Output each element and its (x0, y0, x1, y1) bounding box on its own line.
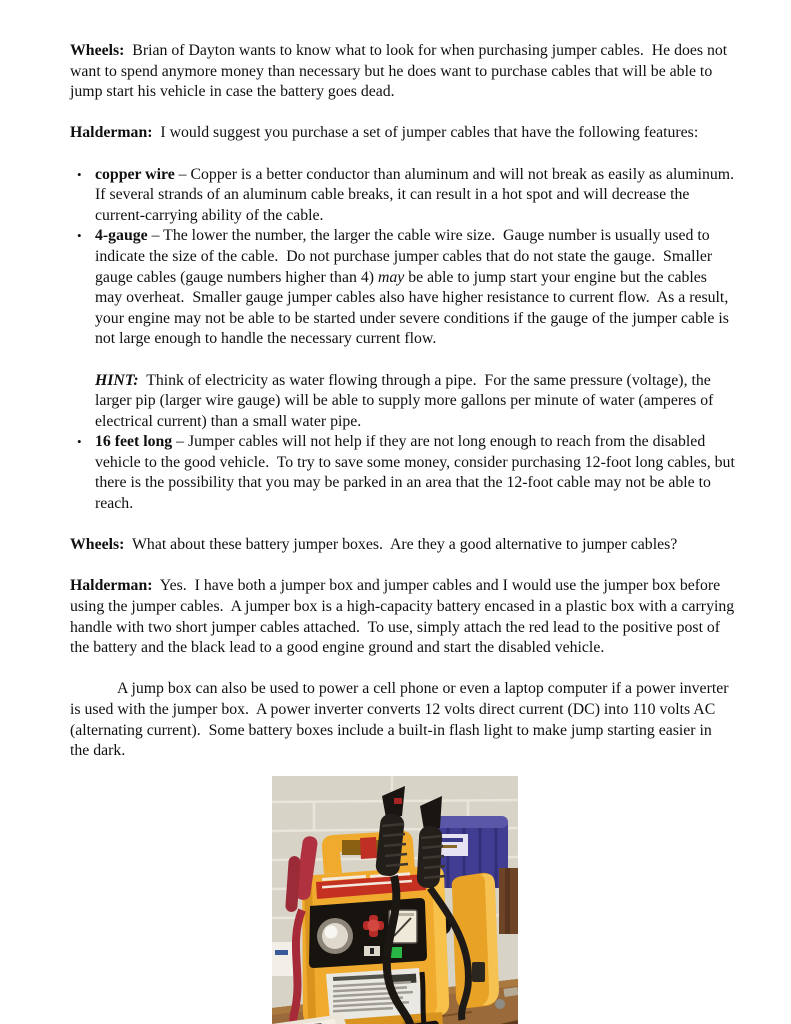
power-port (472, 962, 485, 982)
list-item-body (95, 165, 742, 227)
speaker-label-wheels: Wheels: (70, 42, 125, 59)
feature-list (70, 165, 742, 515)
paragraph-text: What about these battery jumper boxes. Are they a good alternative to jumper cables? (124, 536, 678, 554)
jumper-box-photo-image (272, 776, 518, 1024)
emphasized-word: may (377, 268, 405, 286)
paragraph-halderman-intro (70, 123, 735, 144)
feature-term: 16 feet long (95, 433, 173, 451)
control-panel (309, 898, 427, 968)
list-item-body (95, 432, 739, 514)
hint-label: HINT: (95, 371, 139, 389)
bullet-icon: • (77, 434, 82, 450)
wood-post-shadow (505, 868, 510, 934)
paragraph-text: A jump box can also be used to power a cell phone or even a laptop computer if a power inverter is used with the jumper box. A power inverter converts 12 volts direct current (DC) into 110 volts AC (alternating current). Some battery boxes include a built-in flash light to make jump starting easier in the dark. (70, 680, 733, 760)
list-item-copper-wire (70, 165, 742, 227)
speaker-label-wheels: Wheels: (70, 536, 125, 554)
feature-term: copper wire (95, 165, 175, 183)
paragraph-jump-box-uses (70, 679, 735, 761)
hint-paragraph (95, 371, 735, 433)
feature-text: – Copper is a better conductor than aluminum and will not break as easily as aluminum. If several strands of an aluminum cable breaks, it can result in a hot spot and will decrease the current-carrying ability of the cable. (95, 165, 742, 224)
feature-text: – The lower the number, the larger the cable wire size. Gauge number is usually used to indicate the size of the cable. Do not purchase jumper cables that do not state the gauge. Smaller gauge cables (gauge numbers higher than 4) (95, 227, 717, 286)
speaker-label-halderman: Halderman: (70, 124, 153, 142)
white-carton (272, 942, 293, 976)
speaker-label-halderman: Halderman: (70, 577, 153, 595)
paragraph-halderman-answer (70, 576, 739, 658)
paragraph-text: Brian of Dayton wants to know what to look for when purchasing jumper cables. He does not want to spend anymore money than necessary but he does want to purchase cables that will be able to jump start his vehicle in case the battery goes dead. (70, 42, 732, 101)
paragraph-text: Yes. I have both a jumper box and jumper cables and I would use the jumper box before using the jumper cables. A jumper box is a high-capacity battery encased in a plastic box with a carrying handle with two short jumper cables attached. To use, simply attach the red lead to the positive post of the battery and the black lead to a good engine ground and start the disabled vehicle. (70, 577, 739, 657)
paragraph-wheels-question-2 (70, 535, 735, 556)
metal-bolt (495, 999, 505, 1009)
list-item-16-feet-long (70, 432, 739, 514)
bullet-icon: • (77, 228, 82, 244)
hint-text: Think of electricity as water flowing through a pipe. For the same pressure (voltage), the larger pip (larger wire gauge) will be able to supply more gallons per minute of water (amperes of electrical current) than a small water pipe. (95, 371, 718, 430)
jumper-box-photo (272, 776, 518, 1024)
feature-text: – Jumper cables will not help if they are not long enough to reach from the disabled vehicle to the good vehicle. To try to save some money, consider purchasing 12-foot long cables, but there is the possibility that you may be parked in an area that the 12-foot cable may not be able to reach. (95, 433, 739, 513)
feature-paragraph (95, 226, 735, 350)
bullet-icon: • (77, 166, 82, 182)
list-item-4-gauge (70, 226, 735, 432)
feature-text: be able to jump start your engine but the cables may overheat. Smaller gauge jumper cables also have higher resistance to current flow. As a result, your engine may not be able to be started under severe conditions if the gauge of the jumper cable is not large enough to handle the necessary current flow. (95, 268, 733, 348)
feature-term: 4-gauge (95, 227, 148, 245)
paragraph-wheels-question-1 (70, 41, 735, 103)
list-item-body (95, 226, 735, 432)
red-strap (360, 837, 377, 859)
paragraph-text: I would suggest you purchase a set of jumper cables that have the following features: (152, 124, 699, 142)
